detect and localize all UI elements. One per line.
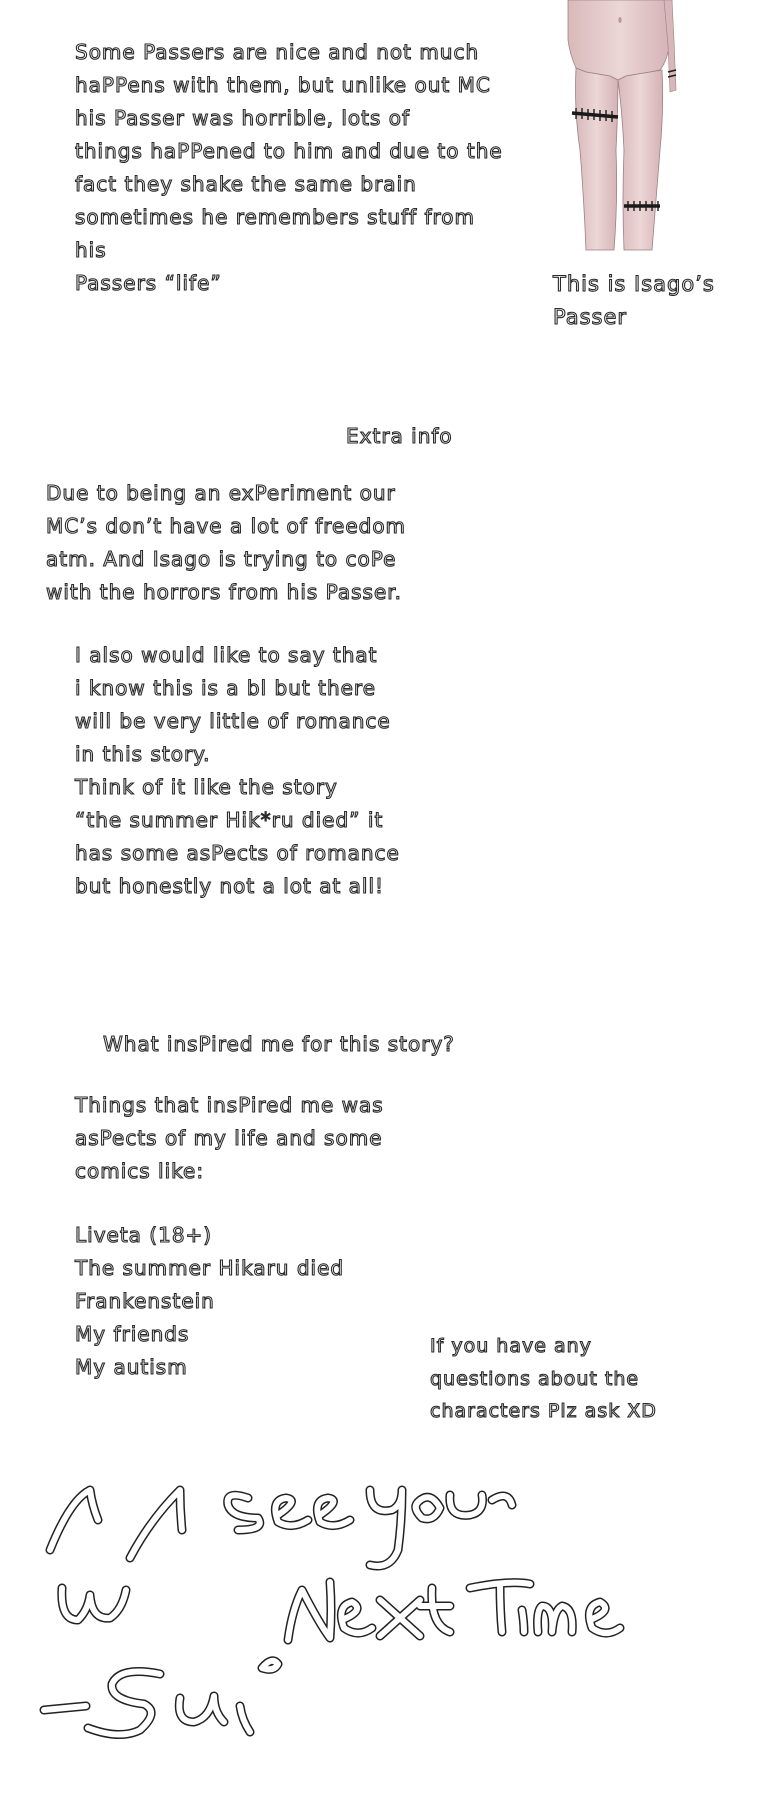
list-item: Liveta (18+) [75, 1223, 213, 1247]
handwritten-signoff [30, 1460, 650, 1760]
questions-note: If you have any questions about the characters Plz ask XD [430, 1335, 657, 1422]
list-item: Frankenstein [75, 1289, 215, 1313]
extra-info-paragraph: Due to being an exPeriment our MC’s don’t have a lot of freedom atm. And Isago is trying to coPe with the horrors from his Passer. [46, 481, 407, 604]
passer-paragraph: Some Passers are nice and not much haPPens with them, but unlike out MC his Passer was horrible, lots of things haPPened to him and due to the fact they shake the same brain sometimes he remembers stuff from his Passers “life” [75, 40, 503, 295]
bl-note-paragraph: I also would like to say that i know this is a bl but there will be very little of romance in this story. Think of it like the story “the summer Hik*ru died” it has some asPects of romance but honestly not a lot at all! [75, 643, 400, 898]
inspiration-paragraph: Things that insPired me was asPects of my life and some comics like: [75, 1093, 384, 1183]
figure-caption: This is Isago’s Passer [553, 272, 715, 329]
extra-info-heading: Extra info [346, 424, 453, 448]
list-item: My friends [75, 1322, 190, 1346]
inspiration-heading: What insPired me for this story? [103, 1032, 455, 1056]
passer-figure-illustration [560, 0, 680, 252]
list-item: The summer Hikaru died [75, 1256, 345, 1280]
list-item: My autism [75, 1355, 188, 1379]
inspiration-list [75, 1219, 344, 1384]
